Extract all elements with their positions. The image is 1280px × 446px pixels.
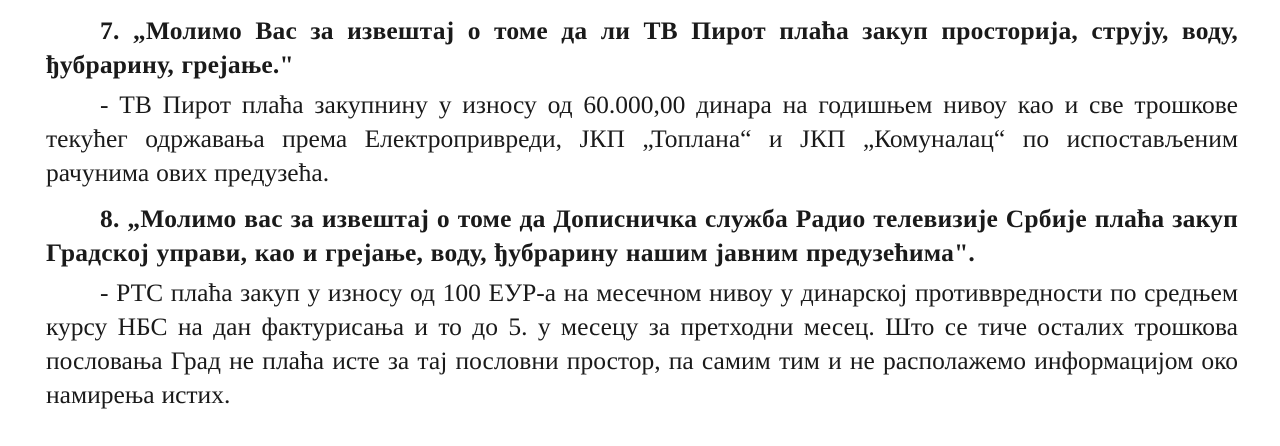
spacer <box>46 190 1238 202</box>
answer-7-paragraph: - ТВ Пирот плаћа закупнину у износу од 60.000,00 динара на годишњем нивоу као и све трошкове текућег одржавања према Електропривреди, ЈКП „Топлана“ и ЈКП „Комуналац“ по испостављеним рачунима ових предузећа. <box>46 90 1238 187</box>
question-7-paragraph: 7. „Молимо Вас за извештај о томе да ли ТВ Пирот плаћа закуп просторија, струју, воду, ђубрарину, грејање." <box>46 16 1238 79</box>
answer-8-paragraph: - РТС плаћа закуп у износу од 100 ЕУР-а на месечном нивоу у динарској противвредности по средњем курсу НБС на дан фактурисања и то до 5. у месецу за претходни месец. Што се тиче осталих трошкова пословања Град не плаћа исте за тај пословни простор, па самим тим и не располажемо информацијом око намирења истих. <box>46 278 1238 409</box>
question-8-paragraph: 8. „Молимо вас за извештај о томе да Дописничка служба Радио телевизије Србије плаћа закуп Градској управи, као и грејање, воду, ђубрарину нашим јавним предузећима". <box>46 204 1238 267</box>
